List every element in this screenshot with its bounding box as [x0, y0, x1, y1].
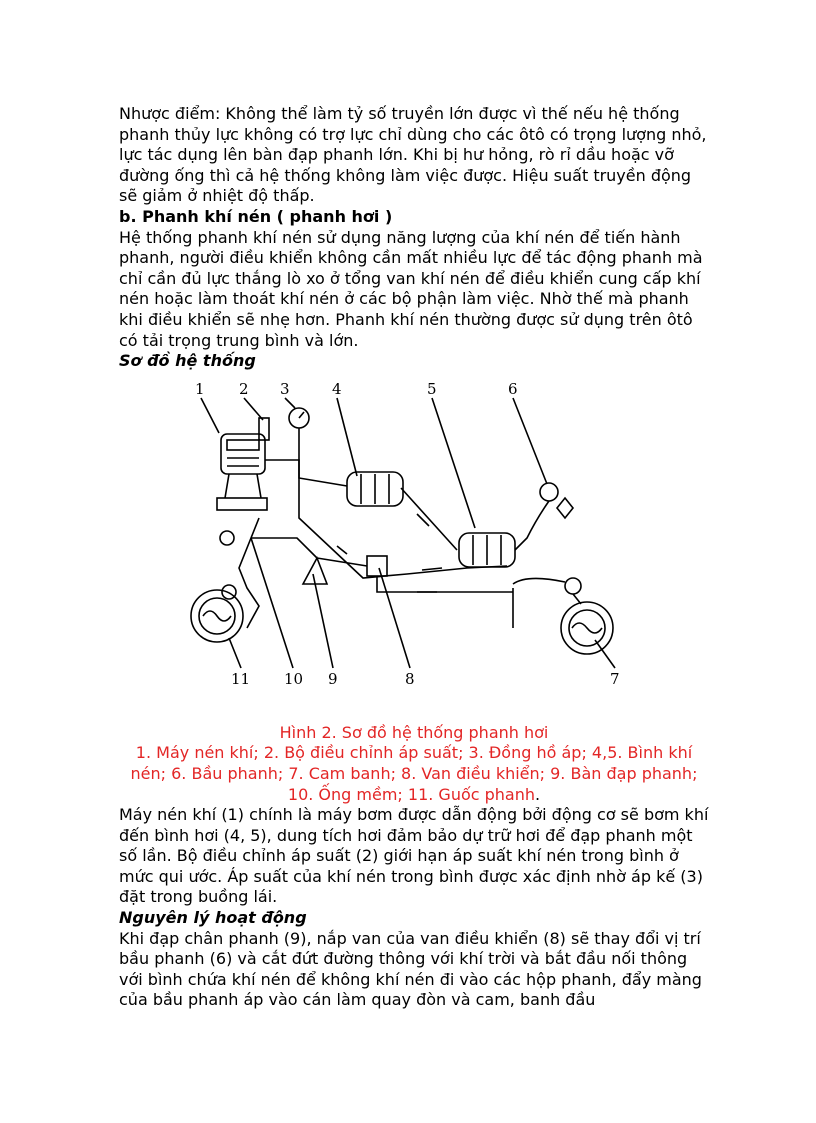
control-valve: [367, 556, 387, 576]
pipe-rear-brake: [513, 578, 565, 628]
section-heading-b: b. Phanh khí nén ( phanh hơi ): [119, 206, 393, 226]
heading-system-diagram: Sơ đồ hệ thống: [119, 351, 256, 371]
pipe-valve-rear: [377, 576, 513, 592]
label-3: 3: [280, 379, 290, 398]
leader-line-4: [337, 398, 357, 476]
label-10: 10: [284, 669, 304, 688]
leader-line-1: [201, 398, 219, 433]
front-brake-chamber: [222, 585, 236, 599]
leader-line-11: [229, 638, 241, 668]
label-7: 7: [610, 669, 620, 688]
label-2: 2: [239, 379, 249, 398]
chamber-6-bracket: [557, 498, 573, 518]
label-9: 9: [328, 669, 338, 688]
leader-line-2: [244, 398, 263, 420]
diagram-drawing: [167, 378, 620, 718]
caption-end: .: [535, 784, 541, 804]
leader-line-9: [313, 574, 333, 668]
compressor-head: [227, 440, 259, 450]
figure-caption: [119, 723, 709, 805]
caption-legend: 1. Máy nén khí; 2. Bộ điều chỉnh áp suất; 3. Đồng hồ áp; 4,5. Bình khí nén; 6. Bầu phanh; 7. Cam banh; 8. Van điều khiển; 9. Bàn đạp phanh; 10. Ống mềm; 11. Guốc phanh: [130, 743, 698, 804]
air-brake-diagram: [119, 378, 709, 723]
leader-line-7: [595, 640, 615, 668]
leader-line-8: [379, 568, 410, 668]
rear-brake-chamber: [565, 578, 581, 594]
caption-title: Hình 2. Sơ đồ hệ thống phanh hơi: [279, 722, 549, 742]
label-8: 8: [405, 669, 415, 688]
pipe-to-chamber-6: [515, 501, 549, 550]
leader-line-6: [513, 398, 547, 484]
document-page: [119, 104, 709, 1011]
leader-line-3: [285, 398, 295, 408]
pipe-compressor-tank4: [265, 460, 347, 486]
label-1: 1: [195, 379, 205, 398]
paragraph-operation: Khi đạp chân phanh (9), nắp van của van điều khiển (8) sẽ thay đổi vị trí bầu phanh (6) và cắt đứt đường thông với khí trời và bắt đầu nối thông với bình chứa khí nén để không khí nén đi vào các hộp phanh, đẩy màng của bầu phanh áp vào cán làm quay đòn và cam, banh đầu: [119, 928, 702, 1010]
heading-operating-principle: Nguyên lý hoạt động: [119, 908, 307, 928]
paragraph-air-brake-intro: Hệ thống phanh khí nén sử dụng năng lượng của khí nén để tiến hành phanh, người điều khiển không cần mất nhiều lực để tác động phanh mà chỉ cần đủ lực thắng lò xo ở tổng van khí nén để điều khiển cung cấp khí nén hoặc làm thoát khí nén ở các bộ phận làm việc. Nhờ thế mà phanh khi điều khiển sẽ nhẹ hơn. Phanh khí nén thường được sử dụng trên ôtô có tải trọng trung bình và lớn.: [119, 227, 703, 350]
label-11: 11: [231, 669, 251, 688]
pipe-tank4-tank5: [401, 488, 457, 550]
label-6: 6: [508, 379, 518, 398]
label-5: 5: [427, 379, 437, 398]
leader-line-5: [432, 398, 475, 528]
paragraph-disadvantages: Nhược điểm: Không thể làm tỷ số truyền lớn được vì thế nếu hệ thống phanh thủy lực không có trợ lực chỉ dùng cho các ôtô có trọng lượng nhỏ, lực tác dụng lên bàn đạp phanh lớn. Khi bị hư hỏng, rò rỉ dầu hoặc vỡ đường ống thì cả hệ thống không làm việc được. Hiệu suất truyền động sẽ giảm ở nhiệt độ thấp.: [119, 104, 707, 206]
brake-chamber-6: [540, 483, 558, 501]
compressor-mount: [217, 498, 267, 510]
label-4: 4: [332, 379, 342, 398]
front-brake-chamber-top: [220, 531, 234, 545]
paragraph-compressor: Máy nén khí (1) chính là máy bơm được dẫn động bởi động cơ sẽ bơm khí đến bình hơi (4, 5), dung tích hơi đảm bảo dự trữ hơi để đạp phanh một số lần. Bộ điều chỉnh áp suất (2) giới hạn áp suất khí nén trong bình ở mức qui ước. Áp suất của khí nén trong bình được xác định nhờ áp kế (3) đặt trong buồng lái.: [119, 805, 709, 907]
